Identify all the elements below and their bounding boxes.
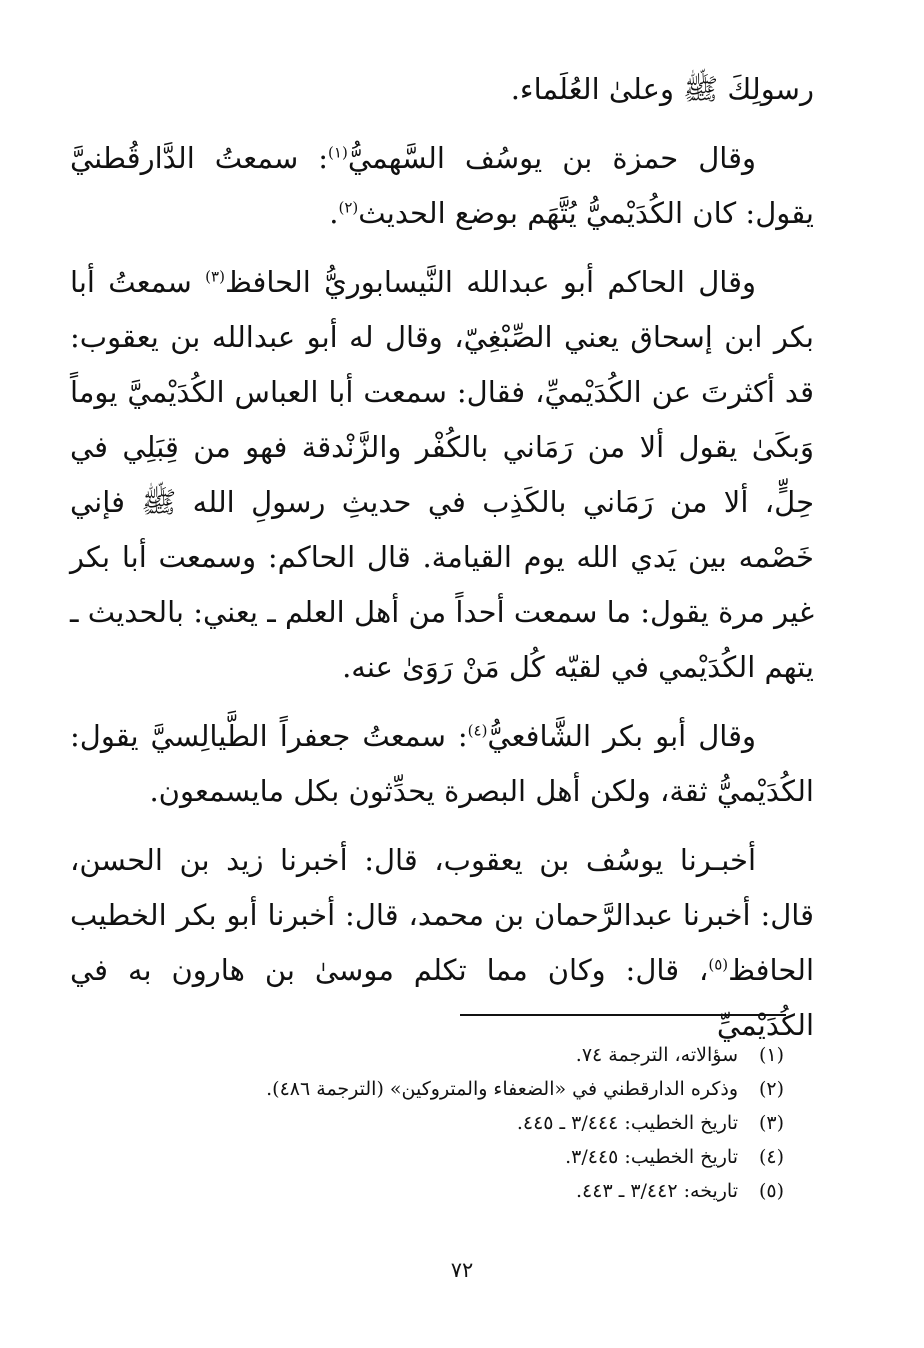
footnote-item (70, 1174, 784, 1208)
page-number: ٧٢ (450, 1258, 474, 1282)
footnote-number: (٥) (758, 1180, 784, 1202)
paragraph-text: سمعتُ أبا بكر ابن إسحاق يعني الصِّبْغِيّ، وقال له أبو عبدالله بن يعقوب: قد أكثرتَ عن الكُدَيْميِّ، فقال: سمعت أبا العباس الكُدَيْميَّ يوماً وَبكَىٰ يقول ألا من رَمَاني بالكُفْر والزَّنْدقة فهو من قِبَلِي في حِلٍّ، ألا من رَمَاني بالكَذِب في حديثِ رسولِ الله ﷺ فإني خَصْمه بين يَدي الله يوم القيامة. قال الحاكم: وسمعت أبا بكر غير مرة يقول: ما سمعت أحداً من أهل العلم ـ يعني: بالحديث ـ يتهم الكُدَيْمي في لقيّه كُل مَنْ رَوَىٰ عنه. (70, 265, 814, 684)
footnote-number: (٤) (758, 1146, 784, 1168)
footnote-text: تاريخ الخطيب: ٣/٤٤٤ ـ ٤٤٥. (516, 1112, 738, 1134)
paragraph (70, 131, 814, 241)
paragraph (70, 833, 814, 1053)
paragraph-text: ، قال: وكان مما تكلم موسىٰ بن هارون به في الكُدَيْميِّ (70, 953, 814, 1042)
main-text (70, 62, 814, 1067)
footnote-marker[interactable]: (٥) (708, 955, 729, 974)
paragraph-text: أخبـرنا يوسُف بن يعقوب، قال: أخبرنا زيد بن الحسن، قال: أخبرنا عبدالرَّحمان بن محمد، قال: أخبرنا أبو بكر الخطيب الحافظ (70, 843, 814, 987)
footnote-number: (٢) (758, 1078, 784, 1100)
footnote-text: وذكره الدارقطني في «الضعفاء والمتروكين» (الترجمة ٤٨٦). (266, 1078, 738, 1100)
footnote-divider (460, 1014, 786, 1016)
paragraph-text: وقال حمزة بن يوسُف السَّهميُّ (347, 141, 756, 175)
footnote-marker[interactable]: (٢) (338, 198, 359, 217)
footnote-item (70, 1038, 784, 1072)
paragraph (70, 255, 814, 695)
paragraph-text: وقال الحاكم أبو عبدالله النَّيسابوريُّ الحافظ (224, 265, 757, 299)
paragraph-text: وقال أبو بكر الشَّافعيُّ (487, 719, 757, 753)
footnote-marker[interactable]: (٣) (205, 267, 225, 286)
footnote-number: (١) (758, 1044, 784, 1066)
footnote-marker[interactable]: (٤) (467, 721, 488, 740)
paragraph (70, 709, 814, 819)
footnote-text: تاريخه: ٣/٤٤٢ ـ ٤٤٣. (576, 1180, 738, 1202)
footnotes (70, 1038, 784, 1208)
paragraph-text: رسولِكَ ﷺ وعلىٰ العُلَماء. (510, 72, 814, 106)
footnote-marker[interactable]: (١) (328, 143, 348, 162)
footnote-item (70, 1106, 784, 1140)
footnote-item (70, 1140, 784, 1174)
paragraph-text: : سمعتُ جعفراً الطَّيالِسيَّ يقول: الكُدَيْميُّ ثقة، ولكن أهل البصرة يحدِّثون بكل مايسمعون. (70, 719, 814, 808)
paragraph-text: . (329, 196, 339, 230)
footnote-item (70, 1072, 784, 1106)
footnote-text: تاريخ الخطيب: ٣/٤٤٥. (565, 1146, 738, 1168)
paragraph (70, 62, 814, 117)
paragraph-text: : سمعتُ الدَّارقُطنيَّ يقول: كان الكُدَيْميُّ يُتَّهَم بوضع الحديث (70, 141, 814, 230)
footnote-number: (٣) (758, 1112, 784, 1134)
footnote-text: سؤالاته، الترجمة ٧٤. (575, 1044, 738, 1066)
